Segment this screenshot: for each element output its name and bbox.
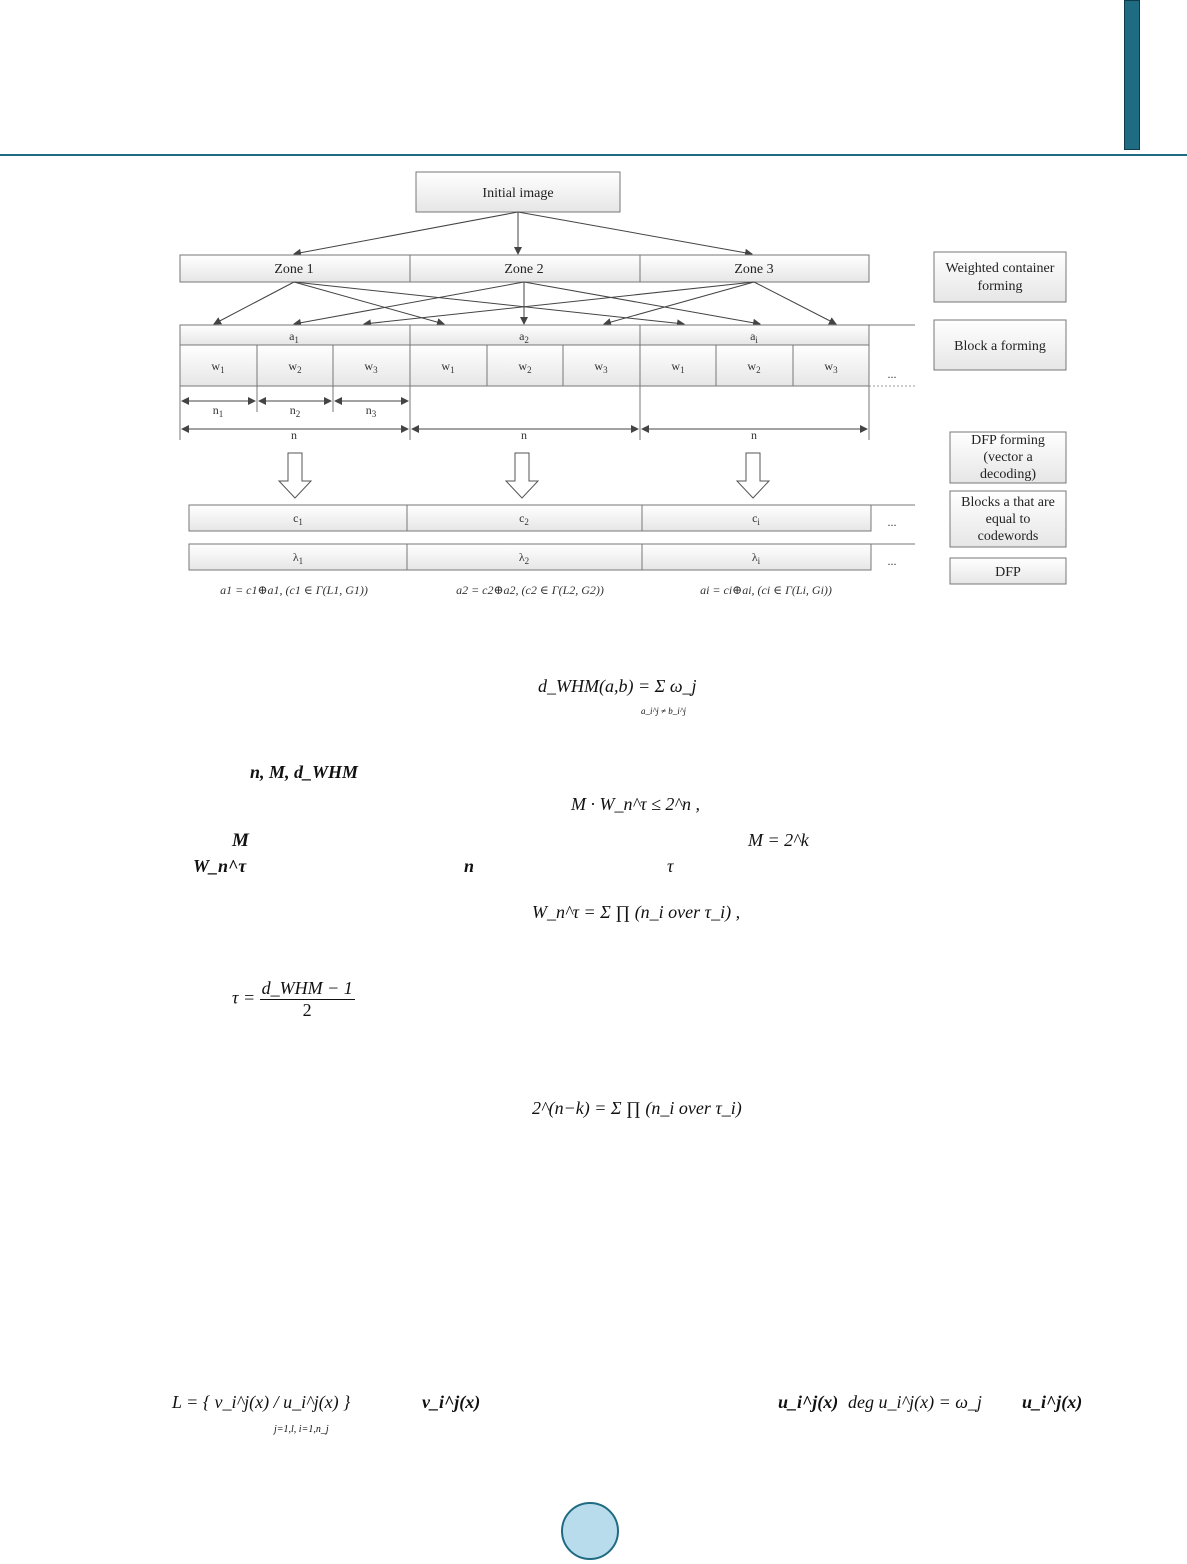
equation-dwhm: d_WHM(a,b) = Σ ω_j [538,676,697,696]
dfp-forming-label-2: (vector a [983,450,1033,465]
dfp-lambda2-label: $\lambda_2$ [518,550,530,566]
zone-2-label: Zone 2 [504,262,544,277]
dfp-lambdai-label: $\lambda_i$ [751,550,761,566]
dfp-row [189,544,871,570]
formula-a2: a2 = c2⊕a2, (c2 ∈ Γ(L2, G2)) [456,583,604,597]
tau-numerator: d_WHM − 1 [261,978,353,998]
codeword-ci-label: $c_i$ [752,511,760,527]
codeword-row [189,505,871,531]
n3-label: $n_3$ [365,403,377,419]
weighted-container-label-2: forming [977,279,1023,294]
weight-cell: $w_1$ [441,359,455,375]
equation-bound: M · W_n^τ ≤ 2^n , [571,794,700,814]
weight-cell: $w_2$ [747,359,761,375]
header-color-tab [1124,0,1140,150]
weight-cell: $w_2$ [518,359,532,375]
equation-tau-def: τ = d_WHM − 1 2 [232,978,353,1020]
formula-ai: ai = ci⊕ai, (ci ∈ Γ(Li, Gi)) [700,583,832,597]
weight-cell: $w_3$ [364,359,378,375]
initial-image-label: Initial image [482,186,554,201]
n-label: n [291,428,297,442]
n1-label: $n_1$ [212,403,224,419]
blocks-equal-label-2: equal to [985,512,1031,527]
down-arrow-icon [737,453,769,498]
weight-cell: $w_3$ [824,359,838,375]
dfp-forming-label-1: DFP forming [971,433,1045,448]
zone-3-label: Zone 3 [734,262,774,277]
symbol-u: u_i^j(x) [778,1392,839,1412]
n-label: n [751,428,757,442]
dfp-label: DFP [995,565,1021,580]
blocks-equal-label-3: codewords [977,529,1039,544]
weight-cell: $w_1$ [671,359,685,375]
equation-perfect: 2^(n−k) = Σ ∏ (n_i over τ_i) [532,1098,742,1118]
codeword-c1-label: $c_1$ [293,511,303,527]
ellipsis-weights: ... [887,367,897,381]
block-a2-label: $a_2$ [519,329,529,345]
header-rule [0,154,1187,156]
zone-1-label: Zone 1 [274,262,314,277]
weight-cell: $w_1$ [211,359,225,375]
symbol-v: v_i^j(x) [422,1392,481,1412]
equation-L-def: L = { v_i^j(x) / u_i^j(x) } [172,1392,351,1412]
weighted-container-label-1: Weighted container [945,261,1055,276]
blocks-equal-label-1: Blocks a that are [961,495,1055,510]
block-a1-label: $a_1$ [289,329,299,345]
weight-cell: $w_2$ [288,359,302,375]
codeword-c2-label: $c_2$ [519,511,529,527]
down-arrow-icon [279,453,311,498]
block-forming-label: Block a forming [954,339,1046,354]
symbol-W: W_n^τ [193,856,247,876]
block-ai-label: $a_i$ [750,329,758,345]
equation-params: n, M, d_WHM [250,762,359,782]
equation-deg: deg u_i^j(x) = ω_j [848,1392,982,1412]
down-arrow-icon [506,453,538,498]
ellipsis-codewords: ... [887,515,897,529]
n2-label: $n_2$ [289,403,301,419]
equation-W-def: W_n^τ = Σ ∏ (n_i over τ_i) , [532,902,741,922]
symbol-tau: τ [667,856,674,876]
equation-L-sub: j=1,l, i=1,n_j [274,1424,329,1435]
symbol-n: n [464,856,475,876]
equation-dwhm-sub: a_i^j ≠ b_i^j [641,706,687,716]
weight-cell: $w_3$ [594,359,608,375]
page-number-badge [561,1502,619,1560]
dfp-forming-label-3: decoding) [980,467,1036,482]
dfp-lambda1-label: $\lambda_1$ [292,550,304,566]
equation-M-eq: M = 2^k [748,830,809,850]
n-label: n [521,428,527,442]
block-diagram [0,160,1187,610]
symbol-u2: u_i^j(x) [1022,1392,1083,1412]
tau-denominator: 2 [302,1000,312,1020]
ellipsis-dfp: ... [887,554,897,568]
formula-a1: a1 = c1⊕a1, (c1 ∈ Γ(L1, G1)) [220,583,368,597]
weighted-container-box [934,252,1066,302]
symbol-M: M [232,830,249,851]
